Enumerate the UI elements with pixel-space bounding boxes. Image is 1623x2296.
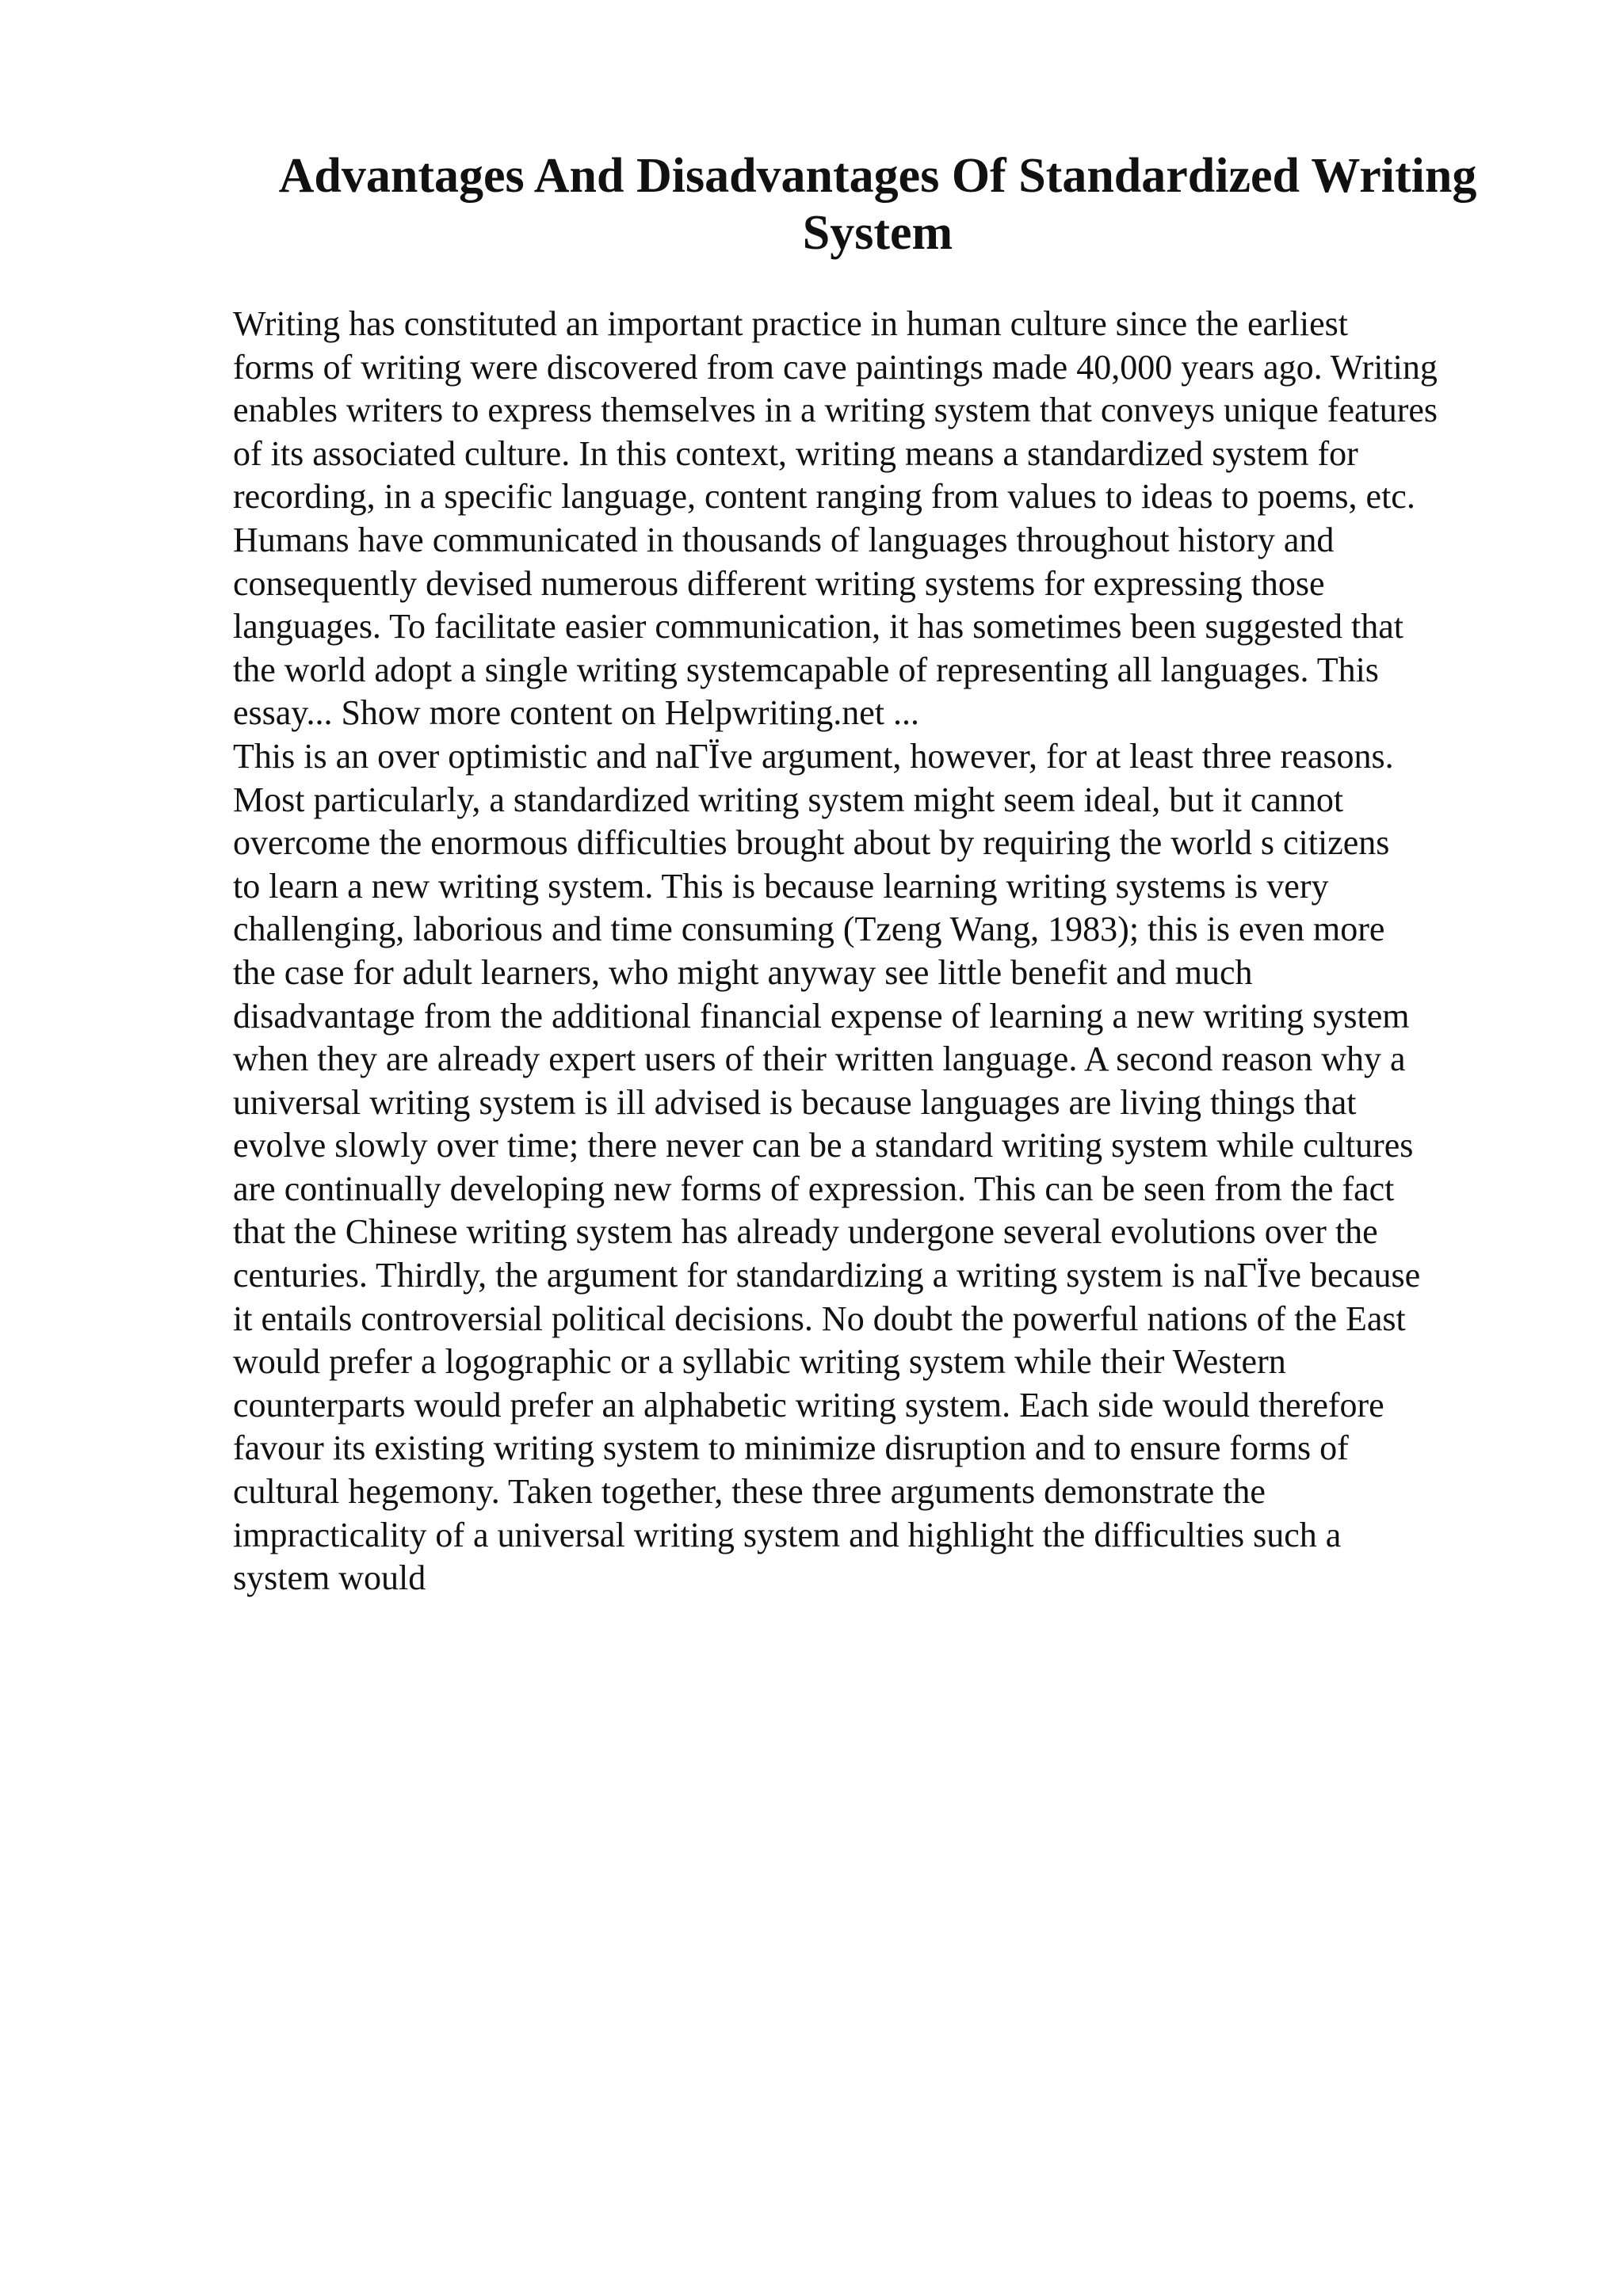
document-title: Advantages And Disadvantages Of Standardized Writing System (278, 149, 1477, 260)
body-line: Humans have communicated in thousands of languages throughout history and (233, 520, 1335, 559)
body-line: the world adopt a single writing systemcapable of representing all languages. This (233, 650, 1379, 689)
body-line: This is an over optimistic and naΓЇve argument, however, for at least three reasons. (233, 736, 1394, 776)
body-line: Most particularly, a standardized writing system might seem ideal, but it cannot (233, 780, 1344, 819)
body-line: the case for adult learners, who might anyway see little benefit and much (233, 952, 1253, 992)
body-line: consequently devised numerous different writing systems for expressing those (233, 563, 1325, 603)
body-line: when they are already expert users of their written language. A second reason why a (233, 1039, 1406, 1079)
body-line: languages. To facilitate easier communication, it has sometimes been suggested that (233, 607, 1404, 646)
body-line: centuries. Thirdly, the argument for standardizing a writing system is naΓЇve because (233, 1256, 1421, 1295)
body-line: impracticality of a universal writing system and highlight the difficulties such a (233, 1515, 1342, 1554)
body-line: recording, in a specific language, content ranging from values to ideas to poems, etc. (233, 477, 1415, 517)
body-line: cultural hegemony. Taken together, these three arguments demonstrate the (233, 1472, 1266, 1512)
body-line: to learn a new writing system. This is because learning writing systems is very (233, 866, 1329, 906)
body-line: of its associated culture. In this context, writing means a standardized system for (233, 433, 1358, 473)
body-line: system would (233, 1558, 426, 1598)
body-line: forms of writing were discovered from cave paintings made 40,000 years ago. Writing (233, 347, 1438, 387)
body-line: would prefer a logographic or a syllabic writing system while their Western (233, 1342, 1286, 1382)
body-line: challenging, laborious and time consuming (Tzeng Wang, 1983); this is even more (233, 910, 1385, 949)
body-line-show-more: essay... Show more content on Helpwriting.net ... (233, 693, 919, 733)
body-line: are continually developing new forms of expression. This can be seen from the fact (233, 1169, 1395, 1208)
body-line: evolve slowly over time; there never can be a standard writing system while cultures (233, 1126, 1414, 1165)
body-line: favour its existing writing system to minimize disruption and to ensure forms of (233, 1428, 1349, 1468)
body-line: universal writing system is ill advised is because languages are living things that (233, 1082, 1357, 1122)
body-line: Writing has constituted an important practice in human culture since the earliest (233, 304, 1348, 343)
body-line: overcome the enormous difficulties brought about by requiring the world s citizens (233, 823, 1390, 863)
body-line: disadvantage from the additional financial expense of learning a new writing system (233, 996, 1410, 1035)
body-line: it entails controversial political decisions. No doubt the powerful nations of the East (233, 1299, 1406, 1338)
document-body (233, 303, 1533, 1600)
body-line: counterparts would prefer an alphabetic writing system. Each side would therefore (233, 1385, 1384, 1425)
body-line: enables writers to express themselves in a writing system that conveys unique features (233, 391, 1438, 430)
body-line: that the Chinese writing system has already undergone several evolutions over the (233, 1212, 1378, 1252)
